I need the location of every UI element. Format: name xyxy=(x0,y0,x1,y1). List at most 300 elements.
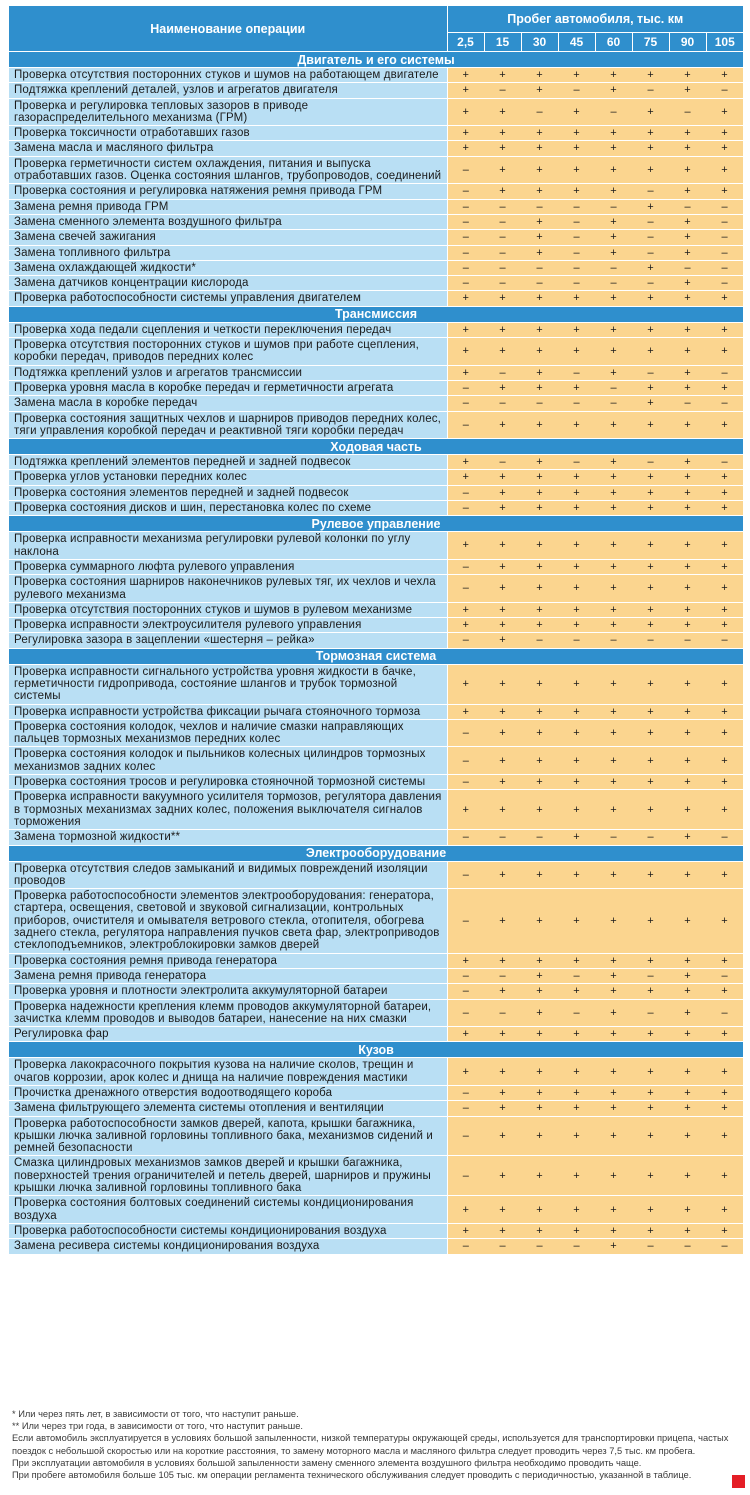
table-row xyxy=(9,618,743,633)
operation-name: Замена датчиков концентрации кислорода xyxy=(9,276,447,291)
section-title: Электрооборудование xyxy=(9,845,743,861)
operation-name: Проверка исправности устройства фиксации рычага стояночного тормоза xyxy=(9,704,447,719)
interval-mark: + xyxy=(595,1156,632,1196)
interval-mark: – xyxy=(669,98,706,126)
interval-mark: + xyxy=(669,861,706,889)
interval-mark: – xyxy=(632,214,669,229)
interval-mark: + xyxy=(521,664,558,704)
operation-name: Замена охлаждающей жидкости* xyxy=(9,260,447,275)
interval-mark: + xyxy=(484,532,521,560)
interval-mark: + xyxy=(632,1196,669,1224)
interval-mark: + xyxy=(558,953,595,968)
interval-mark: + xyxy=(595,953,632,968)
table-row xyxy=(9,790,743,830)
interval-mark: – xyxy=(447,276,484,291)
interval-mark: + xyxy=(706,747,743,775)
operation-name: Замена свечей зажигания xyxy=(9,230,447,245)
section-header-row xyxy=(9,1042,743,1058)
interval-mark: + xyxy=(706,861,743,889)
interval-mark: – xyxy=(521,633,558,648)
table-row xyxy=(9,1116,743,1156)
interval-mark: + xyxy=(706,1027,743,1042)
interval-mark: + xyxy=(558,1116,595,1156)
interval-mark: – xyxy=(447,230,484,245)
interval-mark: + xyxy=(447,602,484,617)
interval-mark: – xyxy=(595,98,632,126)
interval-mark: + xyxy=(521,184,558,199)
operation-name: Проверка состояния защитных чехлов и шарниров приводов передних колес, тяги управления коробкой передач и реактивной тяги коробки передач xyxy=(9,411,447,439)
interval-mark: + xyxy=(558,126,595,141)
interval-mark: + xyxy=(447,126,484,141)
interval-mark: – xyxy=(558,396,595,411)
interval-mark: + xyxy=(706,1223,743,1238)
operation-name: Проверка лакокрасочного покрытия кузова на наличие сколов, трещин и очагов коррозии, арок колес и днища на наличие повреждения мастики xyxy=(9,1058,447,1086)
interval-mark: – xyxy=(447,999,484,1027)
table-row xyxy=(9,83,743,98)
operation-name: Замена ремня привода генератора xyxy=(9,968,447,983)
interval-mark: + xyxy=(558,68,595,83)
interval-mark: + xyxy=(521,575,558,603)
interval-mark: + xyxy=(632,1101,669,1116)
interval-mark: – xyxy=(447,156,484,184)
interval-mark: + xyxy=(632,260,669,275)
interval-mark: + xyxy=(669,156,706,184)
interval-mark: + xyxy=(558,501,595,516)
interval-mark: + xyxy=(447,470,484,485)
interval-mark: + xyxy=(632,559,669,574)
table-row xyxy=(9,184,743,199)
interval-mark: + xyxy=(632,1223,669,1238)
table-row xyxy=(9,380,743,395)
interval-mark: + xyxy=(447,322,484,337)
interval-mark: – xyxy=(521,276,558,291)
interval-mark: + xyxy=(632,618,669,633)
interval-mark: + xyxy=(521,968,558,983)
interval-mark: + xyxy=(595,1116,632,1156)
interval-mark: – xyxy=(706,230,743,245)
operation-name: Проверка состояния ремня привода генератора xyxy=(9,953,447,968)
km-header: 15 xyxy=(484,33,521,52)
operation-name: Проверка углов установки передних колес xyxy=(9,470,447,485)
table-row xyxy=(9,633,743,648)
interval-mark: + xyxy=(632,1027,669,1042)
interval-mark: + xyxy=(632,575,669,603)
table-row xyxy=(9,559,743,574)
interval-mark: + xyxy=(447,1027,484,1042)
interval-mark: + xyxy=(632,861,669,889)
interval-mark: – xyxy=(632,455,669,470)
km-header: 30 xyxy=(521,33,558,52)
interval-mark: + xyxy=(558,889,595,953)
interval-mark: + xyxy=(484,485,521,500)
interval-mark: + xyxy=(521,245,558,260)
interval-mark: + xyxy=(595,889,632,953)
table-row xyxy=(9,1027,743,1042)
interval-mark: – xyxy=(447,245,484,260)
interval-mark: – xyxy=(595,199,632,214)
interval-mark: – xyxy=(484,365,521,380)
interval-mark: + xyxy=(521,365,558,380)
interval-mark: + xyxy=(558,1196,595,1224)
interval-mark: + xyxy=(669,1116,706,1156)
interval-mark: + xyxy=(484,664,521,704)
section-header-row xyxy=(9,516,743,532)
interval-mark: + xyxy=(669,704,706,719)
interval-mark: + xyxy=(706,291,743,306)
interval-mark: + xyxy=(484,141,521,156)
operation-name: Проверка надежности крепления клемм проводов аккумуляторной батареи, зачистка клемм проводов и выводов батареи, нанесение на них смазки xyxy=(9,999,447,1027)
table-row xyxy=(9,1086,743,1101)
interval-mark: – xyxy=(447,633,484,648)
interval-mark: + xyxy=(669,889,706,953)
interval-mark: + xyxy=(706,889,743,953)
interval-mark: + xyxy=(558,704,595,719)
interval-mark: – xyxy=(558,968,595,983)
interval-mark: – xyxy=(447,1101,484,1116)
interval-mark: + xyxy=(706,575,743,603)
interval-mark: + xyxy=(558,1058,595,1086)
interval-mark: + xyxy=(558,575,595,603)
interval-mark: + xyxy=(484,291,521,306)
interval-mark: + xyxy=(558,559,595,574)
interval-mark: + xyxy=(595,365,632,380)
interval-mark: + xyxy=(706,1196,743,1224)
interval-mark: + xyxy=(484,984,521,999)
interval-mark: – xyxy=(447,575,484,603)
interval-mark: + xyxy=(632,396,669,411)
interval-mark: + xyxy=(595,83,632,98)
interval-mark: + xyxy=(484,747,521,775)
table-row xyxy=(9,141,743,156)
interval-mark: – xyxy=(447,184,484,199)
table-row xyxy=(9,365,743,380)
footnote: При эксплуатации автомобиля в условиях большой запыленности замену сменного элемента воздушного фильтра необходимо проводить чаще. xyxy=(12,1457,642,1468)
interval-mark: + xyxy=(632,775,669,790)
interval-mark: – xyxy=(484,999,521,1027)
interval-mark: + xyxy=(632,470,669,485)
interval-mark: + xyxy=(521,775,558,790)
interval-mark: – xyxy=(558,230,595,245)
interval-mark: + xyxy=(706,338,743,366)
operation-name: Проверка состояния элементов передней и задней подвесок xyxy=(9,485,447,500)
interval-mark: + xyxy=(632,1116,669,1156)
interval-mark: + xyxy=(484,1223,521,1238)
table-row xyxy=(9,861,743,889)
interval-mark: + xyxy=(595,747,632,775)
section-header-row xyxy=(9,648,743,664)
interval-mark: + xyxy=(706,1058,743,1086)
interval-mark: + xyxy=(521,68,558,83)
interval-mark: + xyxy=(632,485,669,500)
interval-mark: + xyxy=(632,126,669,141)
interval-mark: + xyxy=(669,230,706,245)
interval-mark: – xyxy=(595,633,632,648)
operation-name: Замена масла в коробке передач xyxy=(9,396,447,411)
interval-mark: + xyxy=(595,1239,632,1254)
interval-mark: – xyxy=(632,276,669,291)
interval-mark: + xyxy=(447,1223,484,1238)
km-header: 60 xyxy=(595,33,632,52)
interval-mark: + xyxy=(484,184,521,199)
interval-mark: + xyxy=(669,532,706,560)
interval-mark: + xyxy=(521,455,558,470)
interval-mark: + xyxy=(706,485,743,500)
interval-mark: + xyxy=(558,485,595,500)
interval-mark: + xyxy=(706,790,743,830)
interval-mark: + xyxy=(521,338,558,366)
table-row xyxy=(9,156,743,184)
interval-mark: + xyxy=(669,380,706,395)
operation-name: Замена масла и масляного фильтра xyxy=(9,141,447,156)
interval-mark: + xyxy=(669,68,706,83)
interval-mark: + xyxy=(706,141,743,156)
interval-mark: + xyxy=(669,719,706,747)
operation-name: Замена ремня привода ГРМ xyxy=(9,199,447,214)
interval-mark: – xyxy=(447,501,484,516)
interval-mark: + xyxy=(521,1027,558,1042)
section-title: Кузов xyxy=(9,1042,743,1058)
table-row xyxy=(9,411,743,439)
interval-mark: + xyxy=(521,861,558,889)
interval-mark: – xyxy=(447,260,484,275)
interval-mark: – xyxy=(632,968,669,983)
interval-mark: – xyxy=(447,747,484,775)
footnote: Если автомобиль эксплуатируется в условиях большой запыленности, низкой температуры окружающей среды, используется для транспортировки прицепа, частых поездок с небольшой скоростью или на короткие расстояния, то замену моторного масла и масляного фильтра следует проводить через 7,5 тыс. км пробега. xyxy=(12,1433,729,1456)
operation-name: Проверка состояния колодок, чехлов и наличие смазки направляющих пальцев тормозных механизмов передних колес xyxy=(9,719,447,747)
interval-mark: + xyxy=(447,1196,484,1224)
interval-mark: + xyxy=(595,968,632,983)
interval-mark: + xyxy=(706,98,743,126)
interval-mark: + xyxy=(595,322,632,337)
interval-mark: + xyxy=(558,664,595,704)
interval-mark: + xyxy=(595,775,632,790)
interval-mark: + xyxy=(558,322,595,337)
interval-mark: + xyxy=(706,68,743,83)
interval-mark: – xyxy=(447,411,484,439)
interval-mark: + xyxy=(521,984,558,999)
interval-mark: + xyxy=(558,747,595,775)
interval-mark: + xyxy=(447,83,484,98)
table-row xyxy=(9,245,743,260)
section-header-row xyxy=(9,306,743,322)
interval-mark: + xyxy=(484,1086,521,1101)
interval-mark: – xyxy=(706,830,743,845)
interval-mark: – xyxy=(447,559,484,574)
interval-mark: – xyxy=(447,830,484,845)
interval-mark: – xyxy=(558,455,595,470)
section-title: Трансмиссия xyxy=(9,306,743,322)
interval-mark: + xyxy=(632,322,669,337)
interval-mark: + xyxy=(447,953,484,968)
interval-mark: + xyxy=(484,1156,521,1196)
table-row xyxy=(9,126,743,141)
table-row xyxy=(9,68,743,83)
interval-mark: + xyxy=(632,747,669,775)
operation-name: Проверка отсутствия следов замыканий и видимых повреждений изоляции проводов xyxy=(9,861,447,889)
operation-name: Проверка хода педали сцепления и четкости переключения передач xyxy=(9,322,447,337)
interval-mark: – xyxy=(484,1239,521,1254)
interval-mark: + xyxy=(595,411,632,439)
section-title: Ходовая часть xyxy=(9,439,743,455)
interval-mark: + xyxy=(558,1101,595,1116)
operation-name: Проверка отсутствия посторонних стуков и шумов при работе сцепления, коробки передач, приводов передних колес xyxy=(9,338,447,366)
interval-mark: – xyxy=(632,1239,669,1254)
operation-name: Проверка состояния колодок и пыльников колесных цилиндров тормозных механизмов задних колес xyxy=(9,747,447,775)
interval-mark: – xyxy=(484,830,521,845)
interval-mark: – xyxy=(521,199,558,214)
interval-mark: + xyxy=(484,719,521,747)
interval-mark: – xyxy=(447,861,484,889)
interval-mark: – xyxy=(706,365,743,380)
interval-mark: – xyxy=(632,230,669,245)
interval-mark: + xyxy=(706,775,743,790)
interval-mark: + xyxy=(669,141,706,156)
interval-mark: + xyxy=(521,953,558,968)
interval-mark: – xyxy=(447,968,484,983)
interval-mark: + xyxy=(669,559,706,574)
interval-mark: + xyxy=(669,276,706,291)
interval-mark: + xyxy=(632,953,669,968)
operation-name: Замена фильтрующего элемента системы отопления и вентиляции xyxy=(9,1101,447,1116)
interval-mark: + xyxy=(632,1156,669,1196)
interval-mark: + xyxy=(595,999,632,1027)
interval-mark: + xyxy=(632,984,669,999)
interval-mark: + xyxy=(447,1058,484,1086)
interval-mark: + xyxy=(595,214,632,229)
interval-mark: + xyxy=(558,141,595,156)
footnote: * Или через пять лет, в зависимости от того, что наступит раньше. xyxy=(12,1409,299,1419)
interval-mark: + xyxy=(706,953,743,968)
interval-mark: + xyxy=(447,365,484,380)
interval-mark: + xyxy=(706,618,743,633)
interval-mark: + xyxy=(558,830,595,845)
interval-mark: + xyxy=(669,830,706,845)
interval-mark: – xyxy=(558,83,595,98)
interval-mark: + xyxy=(595,156,632,184)
interval-mark: – xyxy=(632,83,669,98)
operation-name: Проверка отсутствия посторонних стуков и шумов в рулевом механизме xyxy=(9,602,447,617)
interval-mark: – xyxy=(706,245,743,260)
interval-mark: + xyxy=(521,790,558,830)
km-header: 45 xyxy=(558,33,595,52)
interval-mark: + xyxy=(669,747,706,775)
interval-mark: + xyxy=(632,532,669,560)
interval-mark: + xyxy=(706,1156,743,1196)
interval-mark: + xyxy=(595,230,632,245)
interval-mark: + xyxy=(595,575,632,603)
interval-mark: + xyxy=(706,1086,743,1101)
interval-mark: + xyxy=(632,291,669,306)
interval-mark: + xyxy=(484,602,521,617)
interval-mark: + xyxy=(706,984,743,999)
table-row xyxy=(9,704,743,719)
interval-mark: + xyxy=(632,719,669,747)
operation-name: Регулировка зазора в зацеплении «шестерня – рейка» xyxy=(9,633,447,648)
interval-mark: + xyxy=(521,747,558,775)
table-row xyxy=(9,775,743,790)
operation-name: Проверка уровня и плотности электролита аккумуляторной батареи xyxy=(9,984,447,999)
interval-mark: – xyxy=(632,830,669,845)
interval-mark: – xyxy=(595,396,632,411)
operation-name: Проверка состояния дисков и шин, перестановка колес по схеме xyxy=(9,501,447,516)
table-row xyxy=(9,984,743,999)
interval-mark: + xyxy=(521,1116,558,1156)
interval-mark: – xyxy=(484,260,521,275)
interval-mark: + xyxy=(484,889,521,953)
interval-mark: + xyxy=(706,322,743,337)
table-row xyxy=(9,1058,743,1086)
interval-mark: + xyxy=(521,156,558,184)
interval-mark: + xyxy=(632,68,669,83)
interval-mark: + xyxy=(521,501,558,516)
operation-name: Проверка и регулировка тепловых зазоров в приводе газораспределительного механизма (ГРМ) xyxy=(9,98,447,126)
interval-mark: + xyxy=(706,532,743,560)
interval-mark: + xyxy=(558,532,595,560)
interval-mark: + xyxy=(669,790,706,830)
corner-marker xyxy=(732,1475,745,1488)
interval-mark: – xyxy=(484,396,521,411)
interval-mark: + xyxy=(669,1196,706,1224)
table-row xyxy=(9,470,743,485)
table-row xyxy=(9,1223,743,1238)
interval-mark: + xyxy=(706,602,743,617)
interval-mark: – xyxy=(558,245,595,260)
interval-mark: + xyxy=(484,790,521,830)
interval-mark: + xyxy=(632,889,669,953)
operation-name: Проверка исправности механизма регулировки рулевой колонки по углу наклона xyxy=(9,532,447,560)
interval-mark: + xyxy=(632,790,669,830)
interval-mark: + xyxy=(484,501,521,516)
operation-name: Проверка состояния болтовых соединений системы кондиционирования воздуха xyxy=(9,1196,447,1224)
interval-mark: + xyxy=(669,1086,706,1101)
interval-mark: + xyxy=(558,1086,595,1101)
interval-mark: + xyxy=(706,559,743,574)
interval-mark: + xyxy=(595,1101,632,1116)
table-row xyxy=(9,664,743,704)
interval-mark: + xyxy=(558,1223,595,1238)
interval-mark: + xyxy=(447,664,484,704)
interval-mark: – xyxy=(447,719,484,747)
table-row xyxy=(9,396,743,411)
interval-mark: – xyxy=(558,999,595,1027)
interval-mark: + xyxy=(632,338,669,366)
interval-mark: + xyxy=(669,1027,706,1042)
interval-mark: – xyxy=(558,260,595,275)
interval-mark: + xyxy=(521,1101,558,1116)
interval-mark: + xyxy=(669,618,706,633)
interval-mark: + xyxy=(595,1196,632,1224)
table-row xyxy=(9,953,743,968)
interval-mark: + xyxy=(558,98,595,126)
interval-mark: + xyxy=(595,861,632,889)
interval-mark: + xyxy=(669,984,706,999)
operation-name: Проверка работоспособности системы управления двигателем xyxy=(9,291,447,306)
interval-mark: + xyxy=(447,338,484,366)
interval-mark: + xyxy=(521,719,558,747)
interval-mark: – xyxy=(484,83,521,98)
interval-mark: + xyxy=(669,953,706,968)
interval-mark: – xyxy=(447,396,484,411)
interval-mark: – xyxy=(484,276,521,291)
interval-mark: – xyxy=(669,633,706,648)
interval-mark: + xyxy=(558,984,595,999)
interval-mark: – xyxy=(558,276,595,291)
table-row xyxy=(9,1196,743,1224)
interval-mark: + xyxy=(521,532,558,560)
footnotes xyxy=(12,1408,742,1481)
interval-mark: + xyxy=(558,719,595,747)
interval-mark: + xyxy=(669,184,706,199)
